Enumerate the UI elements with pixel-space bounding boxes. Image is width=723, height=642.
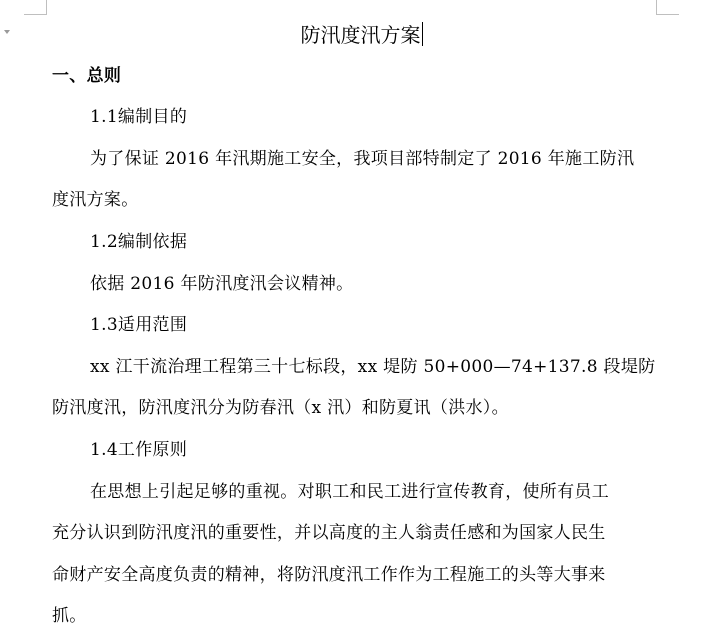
text-cursor xyxy=(422,22,423,46)
subsection-heading-1-1[interactable]: 1.1编制目的 xyxy=(90,107,188,127)
subsection-heading-1-3[interactable]: 1.3适用范围 xyxy=(90,315,188,335)
crop-mark-top-right xyxy=(656,0,679,15)
paragraph-line[interactable]: 充分认识到防汛度汛的重要性，并以高度的主人翁责任感和为国家人民生 xyxy=(52,523,606,543)
paragraph-line[interactable]: 在思想上引起足够的重视。对职工和民工进行宣传教育，使所有员工 xyxy=(90,482,609,502)
crop-mark-top-left xyxy=(24,0,47,15)
document-title-text[interactable]: 防汛度汛方案 xyxy=(300,23,421,47)
paragraph-line[interactable]: 为了保证 2016 年汛期施工安全，我项目部特制定了 2016 年施工防汛 xyxy=(90,149,635,169)
paragraph-line[interactable]: 命财产安全高度负责的精神，将防汛度汛工作作为工程施工的头等大事来 xyxy=(52,565,606,585)
paragraph-line[interactable]: 抓。 xyxy=(52,606,87,626)
subsection-heading-1-4[interactable]: 1.4工作原则 xyxy=(90,440,188,460)
paragraph-line[interactable]: xx 江干流治理工程第三十七标段，xx 堤防 50+000—74+137.8 段堤防 xyxy=(90,357,656,377)
document-title[interactable] xyxy=(0,20,723,50)
subsection-heading-1-2[interactable]: 1.2编制依据 xyxy=(90,232,188,252)
paragraph-line[interactable]: 度汛方案。 xyxy=(52,190,139,210)
paragraph-line[interactable]: 防汛度汛，防汛度汛分为防春汛（x 汛）和防夏讯（洪水）。 xyxy=(52,398,509,418)
paragraph-line[interactable]: 依据 2016 年防汛度汛会议精神。 xyxy=(90,274,354,294)
section-heading-general[interactable]: 一、总则 xyxy=(52,66,122,86)
